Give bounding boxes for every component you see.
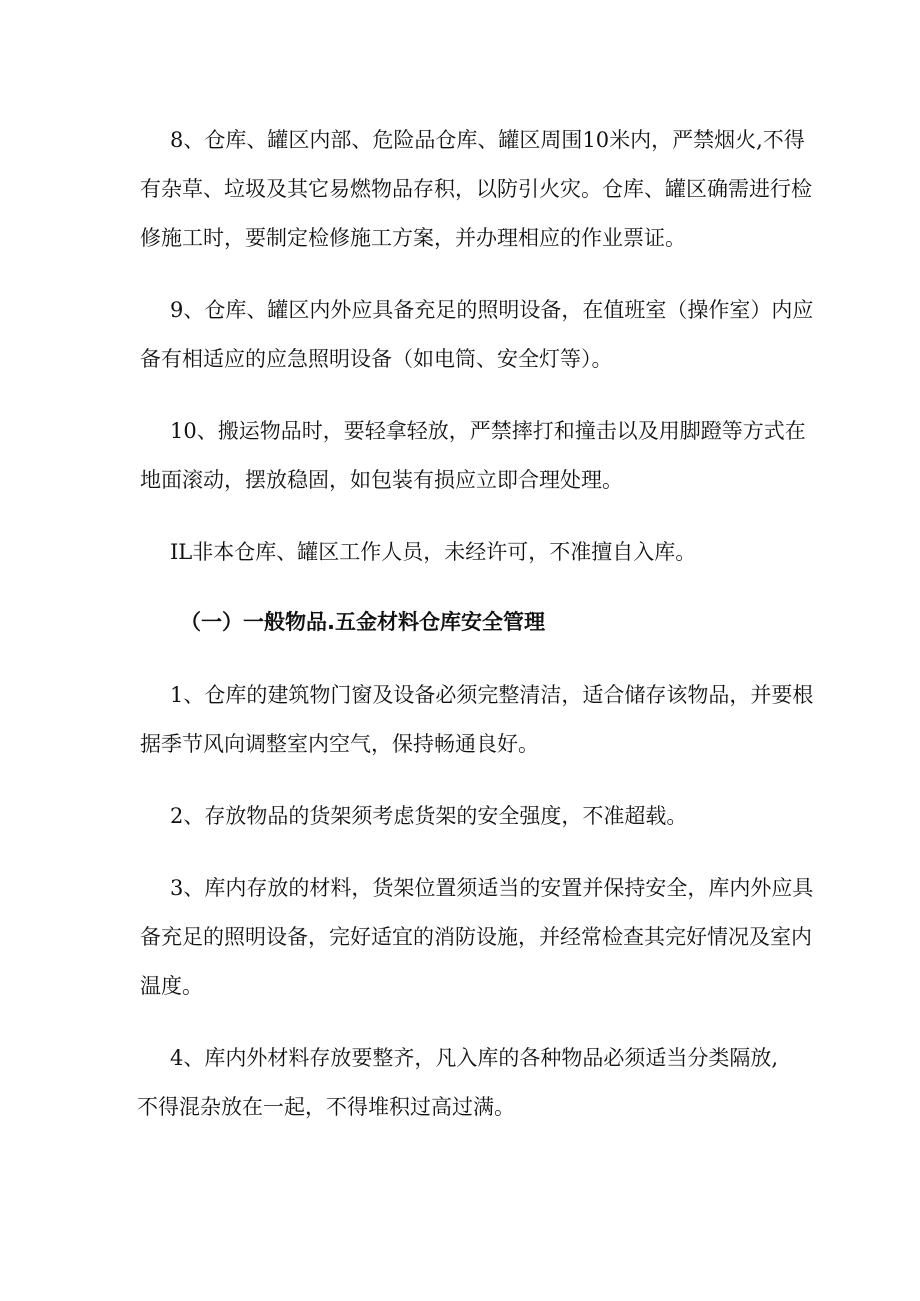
section-item-3-line-1: 3、库内存放的材料，货架位置须适当的安置并保持安全，库内外应具 (170, 876, 814, 900)
section-item-3-line-2: 备充足的照明设备，完好适宜的消防设施，并经常检查其完好情况及室内 (140, 925, 812, 949)
section-item-1-line-1: 1、仓库的建筑物门窗及设备必须完整清洁，适合储存该物品，并要根 (170, 683, 814, 707)
section-item-4-line-2: 不得混杂放在一起，不得堆积过高过满。 (137, 1095, 515, 1119)
paragraph-8-line-3: 修施工时，要制定检修施工方案，并办理相应的作业票证。 (140, 226, 686, 250)
section-item-2-line-1: 2、存放物品的货架须考虑货架的安全强度，不准超载。 (170, 804, 688, 828)
paragraph-11-line-1: IL非本仓库、罐区工作人员，未经许可，不准擅自入库。 (170, 540, 697, 564)
paragraph-9-line-2: 备有相适应的应急照明设备（如电筒、安全灯等）。 (140, 347, 613, 371)
paragraph-10-line-2: 地面滚动，摆放稳固，如包装有损应立即合理处理。 (140, 468, 623, 492)
paragraph-8-line-1: 8、仓库、罐区内部、危险品仓库、罐区周围10米内，严禁烟火,不得 (170, 128, 805, 152)
section-item-1-line-2: 据季节风向调整室内空气，保持畅通良好。 (140, 732, 539, 756)
section-heading: （一）一般物品.五金材料仓库安全管理 (180, 610, 545, 634)
section-item-4-line-1: 4、库内外材料存放要整齐，凡入库的各种物品必须适当分类隔放, (170, 1046, 779, 1070)
paragraph-8-line-2: 有杂草、垃圾及其它易燃物品存积，以防引火灾。仓库、罐区确需进行检 (140, 177, 812, 201)
paragraph-9-line-1: 9、仓库、罐区内外应具备充足的照明设备，在值班室（操作室）内应 (170, 298, 814, 322)
paragraph-10-line-1: 10、搬运物品时，要轻拿轻放，严禁摔打和撞击以及用脚蹬等方式在 (170, 419, 806, 443)
section-item-3-line-3: 温度。 (140, 974, 203, 998)
